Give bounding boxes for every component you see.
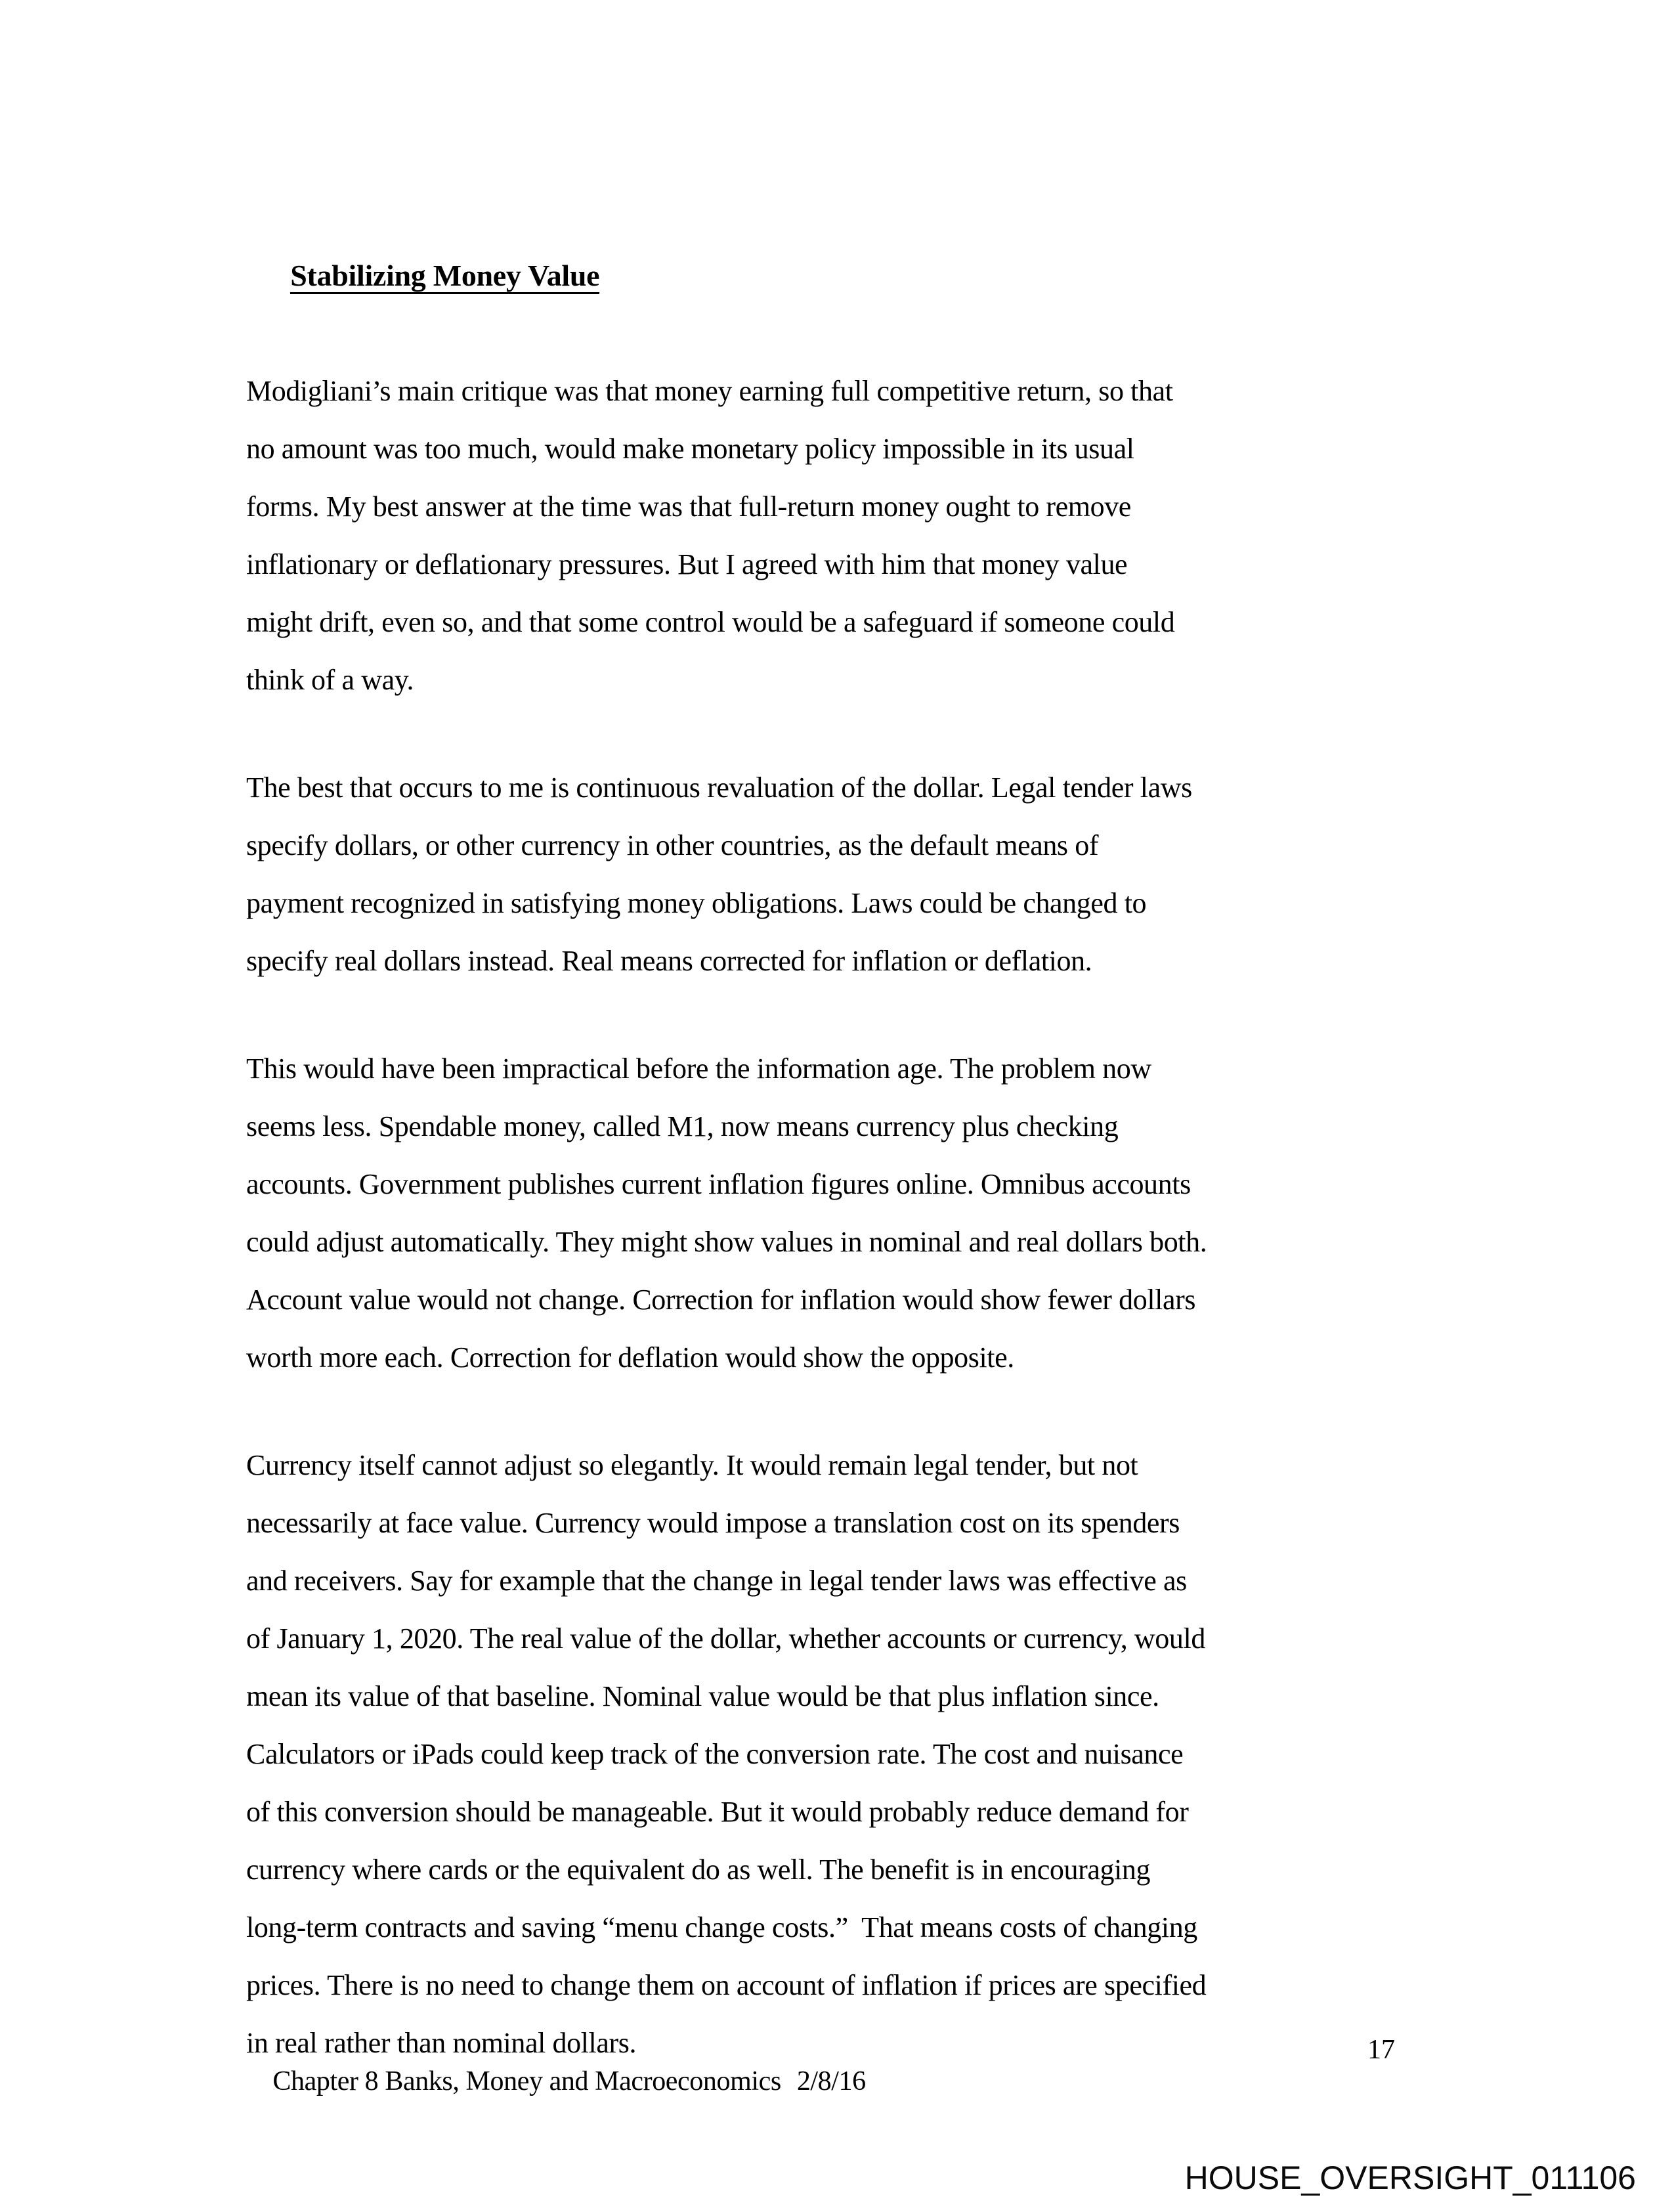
section-heading	[246, 189, 1448, 362]
text-line: might drift, even so, and that some control would be a safeguard if someone could	[246, 606, 1175, 638]
text-line: long-term contracts and saving “menu change costs.” That means costs of changing	[246, 1911, 1197, 1943]
paragraph	[246, 1437, 1448, 2072]
text-line: specify dollars, or other currency in other countries, as the default means of	[246, 829, 1099, 861]
text-line: Account value would not change. Correction for inflation would show fewer dollars	[246, 1284, 1196, 1316]
bates-stamp: HOUSE_OVERSIGHT_011106	[1184, 2159, 1636, 2196]
text-line: of this conversion should be manageable. But it would probably reduce demand for	[246, 1796, 1189, 1828]
text-line: in real rather than nominal dollars.	[246, 2027, 637, 2059]
text-line: no amount was too much, would make monetary policy impossible in its usual	[246, 433, 1134, 465]
paragraph	[246, 759, 1448, 990]
text-line: accounts. Government publishes current inflation figures online. Omnibus accounts	[246, 1168, 1191, 1200]
text-line: Currency itself cannot adjust so elegantly. It would remain legal tender, but not	[246, 1449, 1138, 1481]
document-body	[246, 362, 1448, 2072]
page-number: 17	[1367, 2035, 1395, 2065]
text-line: of January 1, 2020. The real value of the dollar, whether accounts or currency, would	[246, 1622, 1205, 1655]
footer	[246, 2034, 866, 2129]
text-line: worth more each. Correction for deflation would show the opposite.	[246, 1341, 1014, 1374]
document-content	[246, 189, 1448, 2072]
text-line: prices. There is no need to change them on account of inflation if prices are specified	[246, 1969, 1207, 2001]
text-line: Calculators or iPads could keep track of the conversion rate. The cost and nuisance	[246, 1738, 1184, 1770]
text-line: payment recognized in satisfying money obligations. Laws could be changed to	[246, 887, 1147, 919]
paragraph	[246, 362, 1448, 709]
text-line: necessarily at face value. Currency would impose a translation cost on its spenders	[246, 1507, 1180, 1539]
footer-date: 2/8/16	[796, 2066, 866, 2096]
text-line: currency where cards or the equivalent do as well. The benefit is in encouraging	[246, 1854, 1151, 1886]
text-line: seems less. Spendable money, called M1, now means currency plus checking	[246, 1110, 1119, 1142]
text-line: inflationary or deflationary pressures. But I agreed with him that money value	[246, 548, 1128, 580]
text-line: mean its value of that baseline. Nominal value would be that plus inflation since.	[246, 1680, 1159, 1712]
section-heading-text: Stabilizing Money Value	[290, 259, 599, 294]
text-line: Modigliani’s main critique was that money earning full competitive return, so that	[246, 375, 1173, 407]
text-line: forms. My best answer at the time was that full-return money ought to remove	[246, 490, 1131, 523]
text-line: The best that occurs to me is continuous revaluation of the dollar. Legal tender laws	[246, 771, 1192, 804]
text-line: could adjust automatically. They might show values in nominal and real dollars both.	[246, 1226, 1207, 1258]
text-line: specify real dollars instead. Real means corrected for inflation or deflation.	[246, 945, 1092, 977]
text-line: think of a way.	[246, 664, 414, 696]
text-line: and receivers. Say for example that the change in legal tender laws was effective as	[246, 1565, 1187, 1597]
text-line: This would have been impractical before the information age. The problem now	[246, 1052, 1151, 1085]
footer-chapter-label: Chapter 8 Banks, Money and Macroeconomics	[272, 2066, 781, 2096]
paragraph	[246, 1040, 1448, 1387]
